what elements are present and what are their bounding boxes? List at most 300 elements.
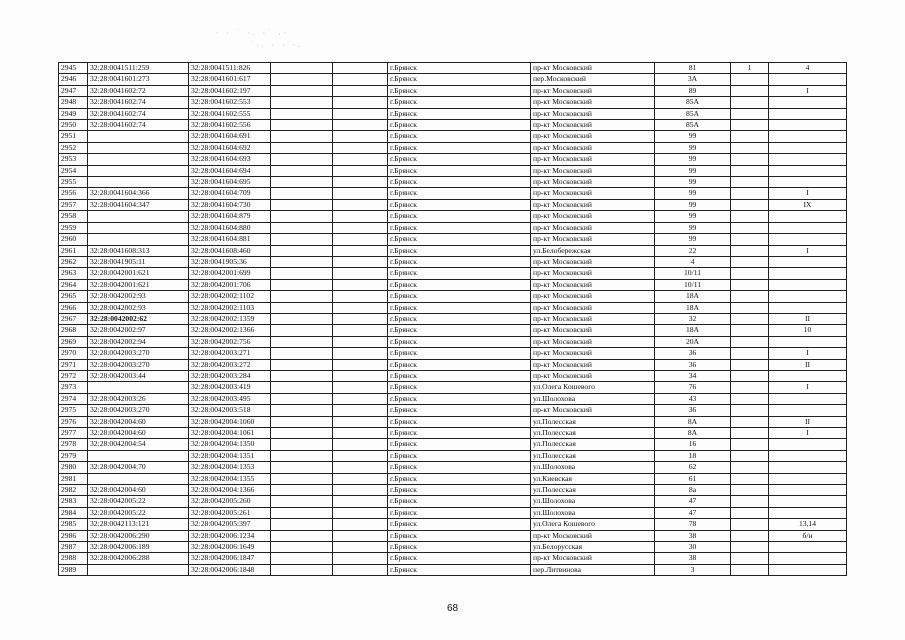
empty-cell: [271, 507, 333, 518]
street-cell: пр-кт Московский: [531, 291, 655, 302]
city-cell: г.Брянск: [388, 336, 531, 347]
row-number-cell: 2987: [59, 542, 88, 553]
house-number-cell: 38: [655, 553, 731, 564]
building-cell: [731, 211, 769, 222]
city-cell: г.Брянск: [388, 313, 531, 324]
street-cell: пр-кт Московский: [531, 211, 655, 222]
table-row: [59, 245, 847, 256]
empty-cell: [271, 313, 333, 324]
land-cadastral-number-cell: [88, 234, 189, 245]
row-number-cell: 2969: [59, 336, 88, 347]
empty-cell: [333, 199, 388, 210]
empty-cell: [333, 428, 388, 439]
city-cell: г.Брянск: [388, 279, 531, 290]
street-cell: ул.Белобережская: [531, 245, 655, 256]
empty-cell: [333, 496, 388, 507]
empty-cell: [333, 165, 388, 176]
building-cell: [731, 519, 769, 530]
building-cell: [731, 165, 769, 176]
table-row: [59, 268, 847, 279]
premises-number-cell: б/н: [769, 530, 847, 541]
table-row: [59, 291, 847, 302]
premises-number-cell: I: [769, 348, 847, 359]
table-row: [59, 428, 847, 439]
empty-cell: [271, 234, 333, 245]
table-row: [59, 63, 847, 74]
land-cadastral-number-cell: 32:28:0041602:74: [88, 108, 189, 119]
city-cell: г.Брянск: [388, 177, 531, 188]
street-cell: пр-кт Московский: [531, 325, 655, 336]
land-cadastral-number-cell: 32:28:0042006:290: [88, 530, 189, 541]
building-cell: [731, 234, 769, 245]
premises-number-cell: I: [769, 428, 847, 439]
building-cell: [731, 142, 769, 153]
empty-cell: [333, 348, 388, 359]
row-number-cell: 2957: [59, 199, 88, 210]
premises-number-cell: [769, 234, 847, 245]
building-cell: [731, 393, 769, 404]
object-cadastral-number-cell: 32:28:0042002:1359: [189, 313, 271, 324]
building-cell: [731, 97, 769, 108]
house-number-cell: 20А: [655, 336, 731, 347]
building-cell: [731, 154, 769, 165]
empty-cell: [271, 302, 333, 313]
premises-number-cell: [769, 222, 847, 233]
table-row: [59, 325, 847, 336]
city-cell: г.Брянск: [388, 382, 531, 393]
street-cell: пр-кт Московский: [531, 97, 655, 108]
city-cell: г.Брянск: [388, 131, 531, 142]
city-cell: г.Брянск: [388, 188, 531, 199]
land-cadastral-number-cell: [88, 177, 189, 188]
street-cell: пр-кт Московский: [531, 530, 655, 541]
empty-cell: [333, 382, 388, 393]
table-row: [59, 439, 847, 450]
table-row: [59, 165, 847, 176]
table-row: [59, 359, 847, 370]
premises-number-cell: [769, 302, 847, 313]
premises-number-cell: [769, 131, 847, 142]
page-number: 68: [446, 603, 459, 614]
city-cell: г.Брянск: [388, 97, 531, 108]
land-cadastral-number-cell: [88, 154, 189, 165]
empty-cell: [271, 74, 333, 85]
row-number-cell: 2961: [59, 245, 88, 256]
street-cell: ул.Киевская: [531, 473, 655, 484]
house-number-cell: 99: [655, 222, 731, 233]
building-cell: [731, 336, 769, 347]
house-number-cell: 18А: [655, 325, 731, 336]
building-cell: [731, 188, 769, 199]
table-row: [59, 120, 847, 131]
premises-number-cell: 10: [769, 325, 847, 336]
premises-number-cell: [769, 473, 847, 484]
object-cadastral-number-cell: 32:28:0042005:261: [189, 507, 271, 518]
building-cell: [731, 279, 769, 290]
empty-cell: [333, 313, 388, 324]
land-cadastral-number-cell: 32:28:0042001:621: [88, 268, 189, 279]
building-cell: [731, 450, 769, 461]
empty-cell: [333, 405, 388, 416]
premises-number-cell: [769, 177, 847, 188]
empty-cell: [271, 188, 333, 199]
land-cadastral-number-cell: 32:28:0042003:26: [88, 393, 189, 404]
object-cadastral-number-cell: 32:28:0042002:1102: [189, 291, 271, 302]
row-number-cell: 2974: [59, 393, 88, 404]
house-number-cell: 32: [655, 313, 731, 324]
building-cell: [731, 108, 769, 119]
city-cell: г.Брянск: [388, 496, 531, 507]
row-number-cell: 2948: [59, 97, 88, 108]
building-cell: [731, 439, 769, 450]
street-cell: ул.Шолохова: [531, 496, 655, 507]
building-cell: [731, 485, 769, 496]
premises-number-cell: II: [769, 359, 847, 370]
house-number-cell: 47: [655, 496, 731, 507]
table-row: [59, 74, 847, 85]
empty-cell: [271, 177, 333, 188]
table-row: [59, 211, 847, 222]
house-number-cell: 85А: [655, 108, 731, 119]
row-number-cell: 2970: [59, 348, 88, 359]
row-number-cell: 2954: [59, 165, 88, 176]
empty-cell: [333, 485, 388, 496]
land-cadastral-number-cell: [88, 142, 189, 153]
empty-cell: [271, 359, 333, 370]
street-cell: ул.Полесская: [531, 439, 655, 450]
table-row: [59, 348, 847, 359]
empty-cell: [271, 85, 333, 96]
empty-cell: [333, 519, 388, 530]
row-number-cell: 2950: [59, 120, 88, 131]
land-cadastral-number-cell: [88, 222, 189, 233]
building-cell: [731, 348, 769, 359]
house-number-cell: 18А: [655, 291, 731, 302]
street-cell: пр-кт Московский: [531, 336, 655, 347]
row-number-cell: 2947: [59, 85, 88, 96]
table-row: [59, 416, 847, 427]
premises-number-cell: [769, 154, 847, 165]
empty-cell: [271, 120, 333, 131]
land-cadastral-number-cell: 32:28:0041602:72: [88, 85, 189, 96]
house-number-cell: 10/11: [655, 268, 731, 279]
empty-cell: [333, 564, 388, 575]
land-cadastral-number-cell: 32:28:0042003:44: [88, 370, 189, 381]
empty-cell: [333, 279, 388, 290]
empty-cell: [271, 211, 333, 222]
object-cadastral-number-cell: 32:28:0041604:691: [189, 131, 271, 142]
table-row: [59, 131, 847, 142]
premises-number-cell: 4: [769, 63, 847, 74]
premises-number-cell: I: [769, 382, 847, 393]
building-cell: [731, 120, 769, 131]
table-row: [59, 393, 847, 404]
house-number-cell: 85А: [655, 120, 731, 131]
city-cell: г.Брянск: [388, 256, 531, 267]
empty-cell: [271, 97, 333, 108]
row-number-cell: 2971: [59, 359, 88, 370]
table-row: [59, 496, 847, 507]
house-number-cell: 61: [655, 473, 731, 484]
house-number-cell: 99: [655, 131, 731, 142]
object-cadastral-number-cell: 32:28:0042004:1351: [189, 450, 271, 461]
table-row: [59, 177, 847, 188]
building-cell: [731, 131, 769, 142]
land-cadastral-number-cell: 32:28:0042003:270: [88, 348, 189, 359]
land-cadastral-number-cell: [88, 473, 189, 484]
object-cadastral-number-cell: 32:28:0041604:879: [189, 211, 271, 222]
house-number-cell: 43: [655, 393, 731, 404]
city-cell: г.Брянск: [388, 393, 531, 404]
street-cell: пр-кт Московский: [531, 405, 655, 416]
empty-cell: [271, 393, 333, 404]
street-cell: пр-кт Московский: [531, 177, 655, 188]
object-cadastral-number-cell: 32:28:0042003:419: [189, 382, 271, 393]
empty-cell: [271, 154, 333, 165]
house-number-cell: 36: [655, 348, 731, 359]
scan-noise: ˙·. · ·˙·.: [250, 42, 303, 50]
land-cadastral-number-cell: 32:28:0042004:60: [88, 416, 189, 427]
building-cell: [731, 428, 769, 439]
premises-number-cell: 13,14: [769, 519, 847, 530]
land-cadastral-number-cell: 32:28:0042113:121: [88, 519, 189, 530]
city-cell: г.Брянск: [388, 450, 531, 461]
empty-cell: [333, 302, 388, 313]
empty-cell: [271, 63, 333, 74]
premises-number-cell: [769, 450, 847, 461]
object-cadastral-number-cell: 32:28:0041608:460: [189, 245, 271, 256]
table-row: [59, 462, 847, 473]
object-cadastral-number-cell: 32:28:0042004:1353: [189, 462, 271, 473]
house-number-cell: 34: [655, 370, 731, 381]
street-cell: пр-кт Московский: [531, 279, 655, 290]
building-cell: [731, 553, 769, 564]
empty-cell: [271, 291, 333, 302]
house-number-cell: 99: [655, 188, 731, 199]
premises-number-cell: [769, 279, 847, 290]
street-cell: пр-кт Московский: [531, 188, 655, 199]
row-number-cell: 2977: [59, 428, 88, 439]
building-cell: [731, 177, 769, 188]
premises-number-cell: [769, 120, 847, 131]
object-cadastral-number-cell: 32:28:0042006:1847: [189, 553, 271, 564]
row-number-cell: 2953: [59, 154, 88, 165]
row-number-cell: 2973: [59, 382, 88, 393]
object-cadastral-number-cell: 32:28:0042003:495: [189, 393, 271, 404]
row-number-cell: 2982: [59, 485, 88, 496]
empty-cell: [271, 268, 333, 279]
premises-number-cell: [769, 393, 847, 404]
row-number-cell: 2968: [59, 325, 88, 336]
city-cell: г.Брянск: [388, 462, 531, 473]
object-cadastral-number-cell: 32:28:0041604:692: [189, 142, 271, 153]
row-number-cell: 2984: [59, 507, 88, 518]
house-number-cell: 76: [655, 382, 731, 393]
table-row: [59, 519, 847, 530]
city-cell: г.Брянск: [388, 120, 531, 131]
house-number-cell: 85А: [655, 97, 731, 108]
house-number-cell: 16: [655, 439, 731, 450]
building-cell: [731, 199, 769, 210]
empty-cell: [333, 439, 388, 450]
empty-cell: [333, 507, 388, 518]
object-cadastral-number-cell: 32:28:0041604:730: [189, 199, 271, 210]
empty-cell: [271, 245, 333, 256]
object-cadastral-number-cell: 32:28:0042006:1649: [189, 542, 271, 553]
object-cadastral-number-cell: 32:28:0042003:284: [189, 370, 271, 381]
table-row: [59, 450, 847, 461]
object-cadastral-number-cell: 32:28:0042001:706: [189, 279, 271, 290]
building-cell: [731, 370, 769, 381]
building-cell: [731, 359, 769, 370]
city-cell: г.Брянск: [388, 519, 531, 530]
house-number-cell: 3А: [655, 74, 731, 85]
premises-number-cell: [769, 507, 847, 518]
object-cadastral-number-cell: 32:28:0042001:699: [189, 268, 271, 279]
land-cadastral-number-cell: 32:28:0042002:97: [88, 325, 189, 336]
object-cadastral-number-cell: 32:28:0041905:36: [189, 256, 271, 267]
object-cadastral-number-cell: 32:28:0041602:197: [189, 85, 271, 96]
row-number-cell: 2989: [59, 564, 88, 575]
table-row: [59, 188, 847, 199]
empty-cell: [271, 553, 333, 564]
city-cell: г.Брянск: [388, 211, 531, 222]
street-cell: пр-кт Московский: [531, 199, 655, 210]
city-cell: г.Брянск: [388, 74, 531, 85]
object-cadastral-number-cell: 32:28:0042004:1061: [189, 428, 271, 439]
land-cadastral-number-cell: [88, 450, 189, 461]
street-cell: пр-кт Московский: [531, 142, 655, 153]
premises-number-cell: [769, 268, 847, 279]
street-cell: пр-кт Московский: [531, 222, 655, 233]
object-cadastral-number-cell: 32:28:0041604:694: [189, 165, 271, 176]
building-cell: [731, 325, 769, 336]
premises-number-cell: [769, 291, 847, 302]
street-cell: пр-кт Московский: [531, 256, 655, 267]
city-cell: г.Брянск: [388, 154, 531, 165]
street-cell: ул.Олега Кошевого: [531, 519, 655, 530]
row-number-cell: 2963: [59, 268, 88, 279]
street-cell: ул.Полесская: [531, 428, 655, 439]
street-cell: пр-кт Московский: [531, 370, 655, 381]
city-cell: г.Брянск: [388, 325, 531, 336]
house-number-cell: 62: [655, 462, 731, 473]
empty-cell: [271, 450, 333, 461]
row-number-cell: 2964: [59, 279, 88, 290]
row-number-cell: 2959: [59, 222, 88, 233]
row-number-cell: 2960: [59, 234, 88, 245]
land-cadastral-number-cell: 32:28:0042003:270: [88, 359, 189, 370]
house-number-cell: 78: [655, 519, 731, 530]
building-cell: [731, 564, 769, 575]
empty-cell: [333, 63, 388, 74]
row-number-cell: 2976: [59, 416, 88, 427]
table-row: [59, 222, 847, 233]
house-number-cell: 10/11: [655, 279, 731, 290]
house-number-cell: 99: [655, 199, 731, 210]
house-number-cell: 8А: [655, 416, 731, 427]
city-cell: г.Брянск: [388, 234, 531, 245]
row-number-cell: 2979: [59, 450, 88, 461]
city-cell: г.Брянск: [388, 370, 531, 381]
land-cadastral-number-cell: 32:28:0042005:22: [88, 507, 189, 518]
street-cell: ул.Полесская: [531, 416, 655, 427]
object-cadastral-number-cell: 32:28:0042003:272: [189, 359, 271, 370]
street-cell: пр-кт Московский: [531, 234, 655, 245]
empty-cell: [271, 530, 333, 541]
house-number-cell: 99: [655, 234, 731, 245]
land-cadastral-number-cell: 32:28:0042002:62: [88, 313, 189, 324]
land-cadastral-number-cell: [88, 382, 189, 393]
empty-cell: [271, 279, 333, 290]
land-cadastral-number-cell: [88, 131, 189, 142]
house-number-cell: 22: [655, 245, 731, 256]
row-number-cell: 2962: [59, 256, 88, 267]
city-cell: г.Брянск: [388, 428, 531, 439]
street-cell: пр-кт Московский: [531, 131, 655, 142]
land-cadastral-number-cell: 32:28:0041905:11: [88, 256, 189, 267]
empty-cell: [271, 199, 333, 210]
premises-number-cell: [769, 542, 847, 553]
building-cell: [731, 542, 769, 553]
land-cadastral-number-cell: 32:28:0041601:273: [88, 74, 189, 85]
land-cadastral-number-cell: 32:28:0041511:259: [88, 63, 189, 74]
premises-number-cell: [769, 462, 847, 473]
row-number-cell: 2951: [59, 131, 88, 142]
empty-cell: [333, 142, 388, 153]
city-cell: г.Брянск: [388, 142, 531, 153]
city-cell: г.Брянск: [388, 268, 531, 279]
house-number-cell: 18: [655, 450, 731, 461]
empty-cell: [333, 211, 388, 222]
object-cadastral-number-cell: 32:28:0042004:1366: [189, 485, 271, 496]
row-number-cell: 2972: [59, 370, 88, 381]
row-number-cell: 2986: [59, 530, 88, 541]
table-row: [59, 85, 847, 96]
land-cadastral-number-cell: 32:28:0042002:93: [88, 302, 189, 313]
empty-cell: [271, 165, 333, 176]
house-number-cell: 3: [655, 564, 731, 575]
object-cadastral-number-cell: 32:28:0041604:880: [189, 222, 271, 233]
land-cadastral-number-cell: 32:28:0042002:93: [88, 291, 189, 302]
city-cell: г.Брянск: [388, 405, 531, 416]
empty-cell: [333, 473, 388, 484]
empty-cell: [333, 97, 388, 108]
empty-cell: [271, 564, 333, 575]
building-cell: [731, 222, 769, 233]
premises-number-cell: [769, 496, 847, 507]
empty-cell: [333, 450, 388, 461]
street-cell: пер.Московский: [531, 74, 655, 85]
row-number-cell: 2949: [59, 108, 88, 119]
empty-cell: [271, 485, 333, 496]
land-cadastral-number-cell: 32:28:0042002:94: [88, 336, 189, 347]
premises-number-cell: [769, 336, 847, 347]
city-cell: г.Брянск: [388, 108, 531, 119]
city-cell: г.Брянск: [388, 439, 531, 450]
empty-cell: [271, 142, 333, 153]
building-cell: [731, 416, 769, 427]
house-number-cell: 30: [655, 542, 731, 553]
object-cadastral-number-cell: 32:28:0042006:1234: [189, 530, 271, 541]
premises-number-cell: [769, 256, 847, 267]
city-cell: г.Брянск: [388, 222, 531, 233]
empty-cell: [333, 256, 388, 267]
empty-cell: [333, 154, 388, 165]
land-cadastral-number-cell: 32:28:0042003:270: [88, 405, 189, 416]
premises-number-cell: [769, 74, 847, 85]
table-row: [59, 234, 847, 245]
